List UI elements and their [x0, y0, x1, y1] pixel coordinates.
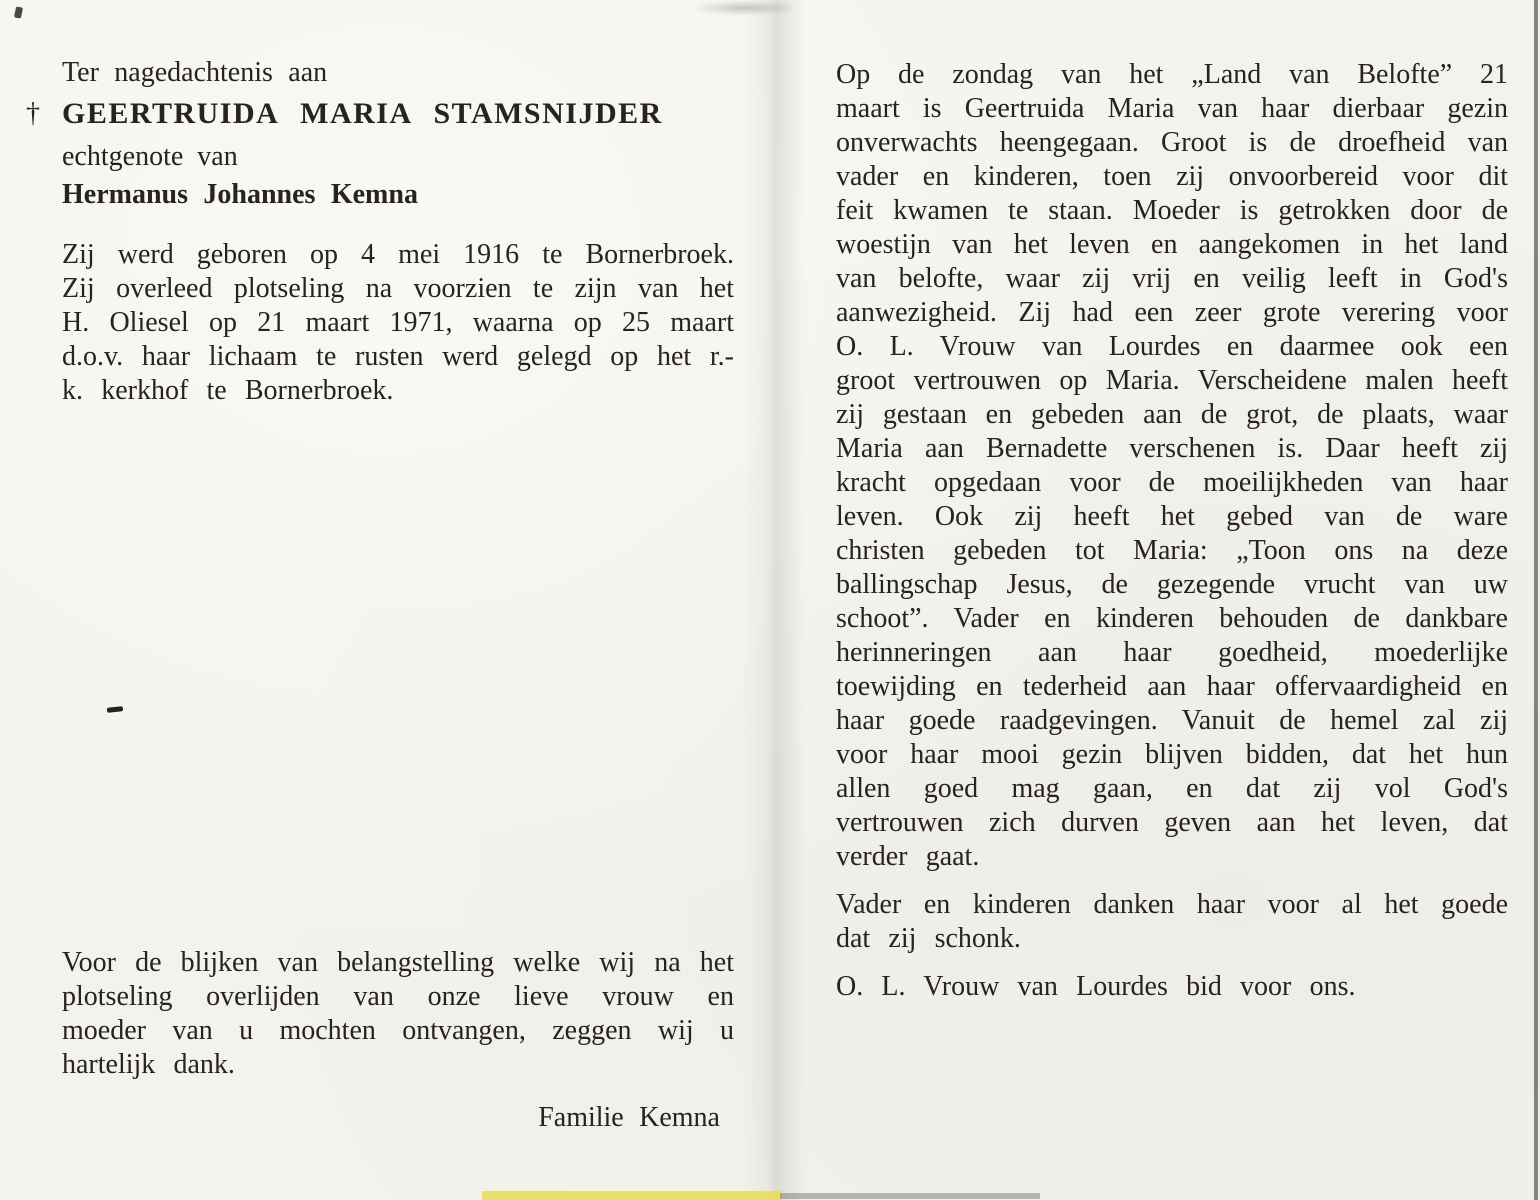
thanks-paragraph: Vader en kinderen danken haar voor al het goede dat zij schonk. — [836, 889, 1508, 954]
cross-icon: † — [26, 98, 40, 129]
spouse-name: Hermanus Johannes Kemna — [62, 179, 418, 210]
right-column — [836, 58, 1508, 1004]
memorial-text-paragraph: Op de zondag van het „Land van Belofte” 21 maart is Geertruida Maria van haar dierbaar gezin onverwachts heengegaan. Groot is de droefheid van vader en kinderen, toen zij onvoorbereid voor dit feit kwamen te staan. Moeder is getrokken door de woestijn van het leven en aangekomen in het land van belofte, waar zij vrij en veilig leeft in God's aanwezigheid. Zij had een zeer grote verering voor O. L. Vrouw van Lourdes en daarmee ook een groot vertrouwen op Maria. Verscheidene malen heeft zij gestaan en gebeden aan de grot, de plaats, waar Maria aan Bernadette verschenen is. Daar heeft zij kracht opgedaan voor de moeilijkheden van haar leven. Ook zij heeft het gebed van de ware christen gebeden tot Maria: „Toon ons na deze ballingschap Jesus, de gezegende vrucht van uw schoot”. Vader en kinderen behouden de dankbare herinneringen aan haar goedheid, moederlijke toewijding en tederheid aan haar offervaardigheid en haar goede raadgevingen. Vanuit de hemel zal zij voor haar mooi gezin blijven bidden, dat het hun allen goed mag gaan, en dat zij vol God's vertrouwen zich durven geven aan het leven, dat verder gaat. — [836, 59, 1508, 872]
scan-artifact-dash — [107, 706, 123, 713]
scan-artifact-speck — [14, 6, 23, 18]
scan-artifact-yellow-strip — [482, 1191, 782, 1200]
family-signature: Familie Kemna — [538, 1102, 720, 1133]
biography-paragraph: Zij werd geboren op 4 mei 1916 te Bornerbroek. Zij overleed plotseling na voorzien te zijn van het H. Oliesel op 21 maart 1971, waarna op 25 maart d.o.v. haar lichaam te rusten werd gelegd op het r.-k. kerkhof te Bornerbroek. — [62, 239, 734, 406]
fold-shadow — [742, 0, 804, 1200]
scan-artifact-smudge — [690, 0, 800, 16]
acknowledgement-paragraph: Voor de blijken van belangstelling welke wij na het plotseling overlijden van onze lieve vrouw en moeder van u mochten ontvangen, zeggen wij u hartelijk dank. — [62, 947, 734, 1080]
closing-prayer-line: O. L. Vrouw van Lourdes bid voor ons. — [836, 971, 1356, 1002]
spouse-intro-line: echtgenote van — [62, 141, 238, 172]
left-column-header — [26, 56, 734, 408]
left-column-footer — [62, 946, 734, 1134]
deceased-name: GEERTRUIDA MARIA STAMSNIJDER — [62, 97, 663, 130]
name-row — [26, 96, 734, 132]
scan-artifact-gray-strip — [780, 1193, 1040, 1199]
dedication-line: Ter nagedachtenis aan — [62, 57, 328, 88]
scan-edge-line — [1534, 0, 1538, 1200]
